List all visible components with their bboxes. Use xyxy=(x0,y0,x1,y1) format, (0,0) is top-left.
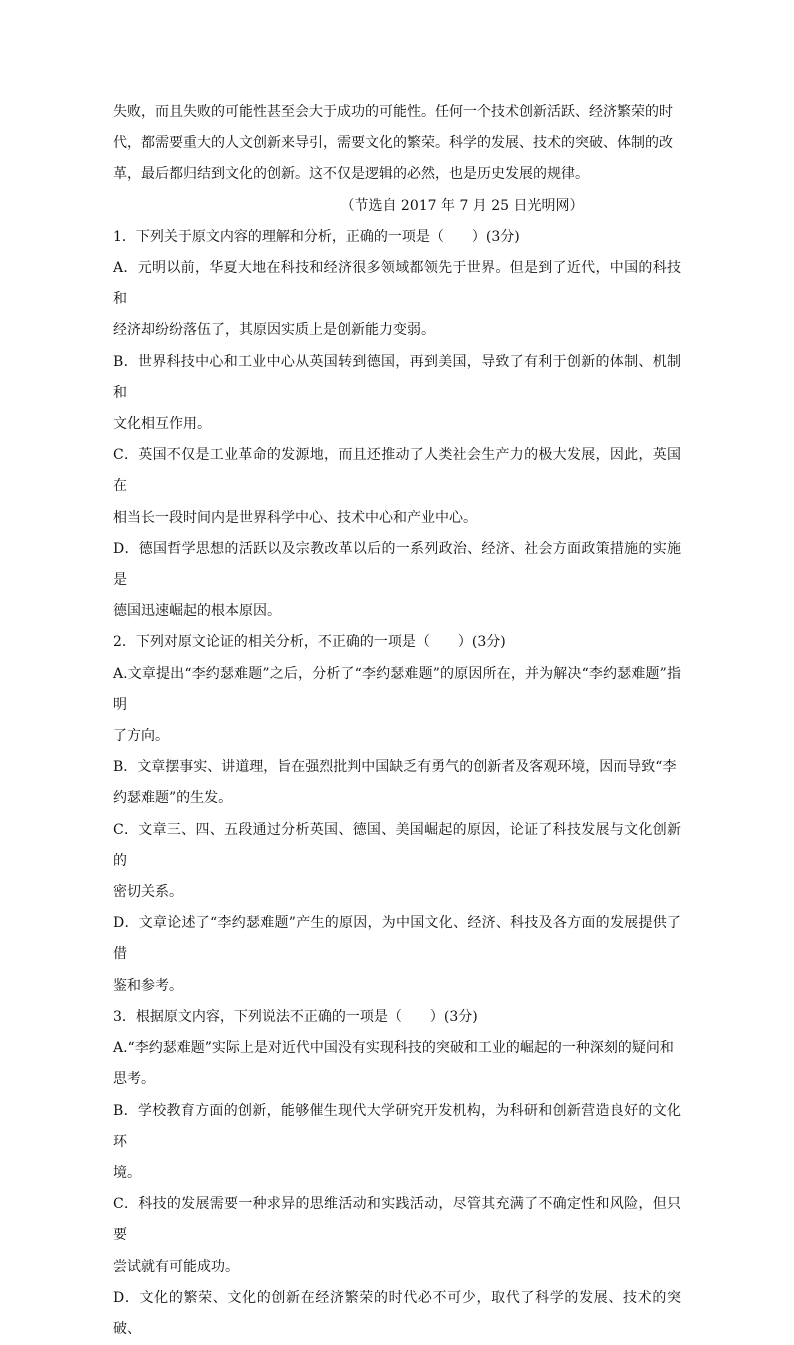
question-1 xyxy=(113,222,681,628)
option-a-line: 思考。 xyxy=(113,1071,155,1088)
question-stem: 2．下列对原文论证的相关分析，不正确的一项是（ ）(3分) xyxy=(113,634,506,651)
option-a-line: A.“李约瑟难题”实际上是对近代中国没有实现科技的突破和工业的崛起的一种深刻的疑问和 xyxy=(113,1040,674,1057)
question-2 xyxy=(113,627,681,1001)
option-a-line: A．元明以前，华夏大地在科技和经济很多领域都领先于世界。但是到了近代，中国的科技和 xyxy=(113,260,681,308)
option-c-line: 密切关系。 xyxy=(113,884,183,901)
option-d-line: 鉴和参考。 xyxy=(113,977,183,994)
option-d-line: D．文章论述了“李约瑟难题”产生的原因，为中国文化、经济、科技及各方面的发展提供了借 xyxy=(113,915,681,963)
option-b-line: B．文章摆事实、讲道理，旨在强烈批判中国缺乏有勇气的创新者及客观环境，因而导致“李 xyxy=(113,759,677,776)
document-body xyxy=(113,97,681,1345)
option-d-line: D．文化的繁荣、文化的创新在经济繁荣的时代必不可少，取代了科学的发展、技术的突破、 xyxy=(113,1289,681,1337)
passage-line: 代，都需要重大的人文创新来导引，需要文化的繁荣。科学的发展、技术的突破、体制的改 xyxy=(113,135,673,152)
option-c-line: 尝试就有可能成功。 xyxy=(113,1258,239,1275)
passage xyxy=(113,97,681,222)
option-b-line: B．世界科技中心和工业中心从英国转到德国，再到美国，导致了有利于创新的体制、机制和 xyxy=(113,353,681,401)
passage-line: 失败，而且失败的可能性甚至会大于成功的可能性。任何一个技术创新活跃、经济繁荣的时 xyxy=(113,104,673,120)
option-c-line: C．科技的发展需要一种求异的思维活动和实践活动，尽管其充满了不确定性和风险，但只要 xyxy=(113,1196,681,1244)
option-c-line: C．英国不仅是工业革命的发源地，而且还推动了人类社会生产力的极大发展，因此，英国在 xyxy=(113,447,681,495)
option-d-line: 德国迅速崛起的根本原因。 xyxy=(113,603,281,620)
question-stem: 3．根据原文内容，下列说法不正确的一项是（ ）(3分) xyxy=(113,1008,478,1025)
option-c-line: 相当长一段时间内是世界科学中心、技术中心和产业中心。 xyxy=(113,509,477,526)
option-a-line: A.文章提出“李约瑟难题”之后，分析了“李约瑟难题”的原因所在，并为解决“李约瑟难题”指明 xyxy=(113,665,681,713)
passage-source: （节选自 2017 年 7 月 25 日光明网） xyxy=(340,197,584,214)
passage-line: 革，最后都归结到文化的创新。这不仅是逻辑的必然，也是历史发展的规律。 xyxy=(113,166,589,183)
option-c-line: C．文章三、四、五段通过分析英国、德国、美国崛起的原因，论证了科技发展与文化创新的 xyxy=(113,821,681,869)
option-d-line: D．德国哲学思想的活跃以及宗教改革以后的一系列政治、经济、社会方面政策措施的实施是 xyxy=(113,540,681,589)
option-b-line: 文化相互作用。 xyxy=(113,416,211,433)
option-b-line: 约瑟难题”的生发。 xyxy=(113,790,233,807)
question-3 xyxy=(113,1002,681,1345)
option-a-line: 了方向。 xyxy=(113,728,169,745)
question-stem: 1．下列关于原文内容的理解和分析，正确的一项是（ ）(3分) xyxy=(113,228,520,245)
option-b-line: 境。 xyxy=(113,1164,141,1181)
option-b-line: B．学校教育方面的创新，能够催生现代大学研究开发机构，为科研和创新营造良好的文化环 xyxy=(113,1102,681,1150)
option-a-line: 经济却纷纷落伍了，其原因实质上是创新能力变弱。 xyxy=(113,322,435,339)
